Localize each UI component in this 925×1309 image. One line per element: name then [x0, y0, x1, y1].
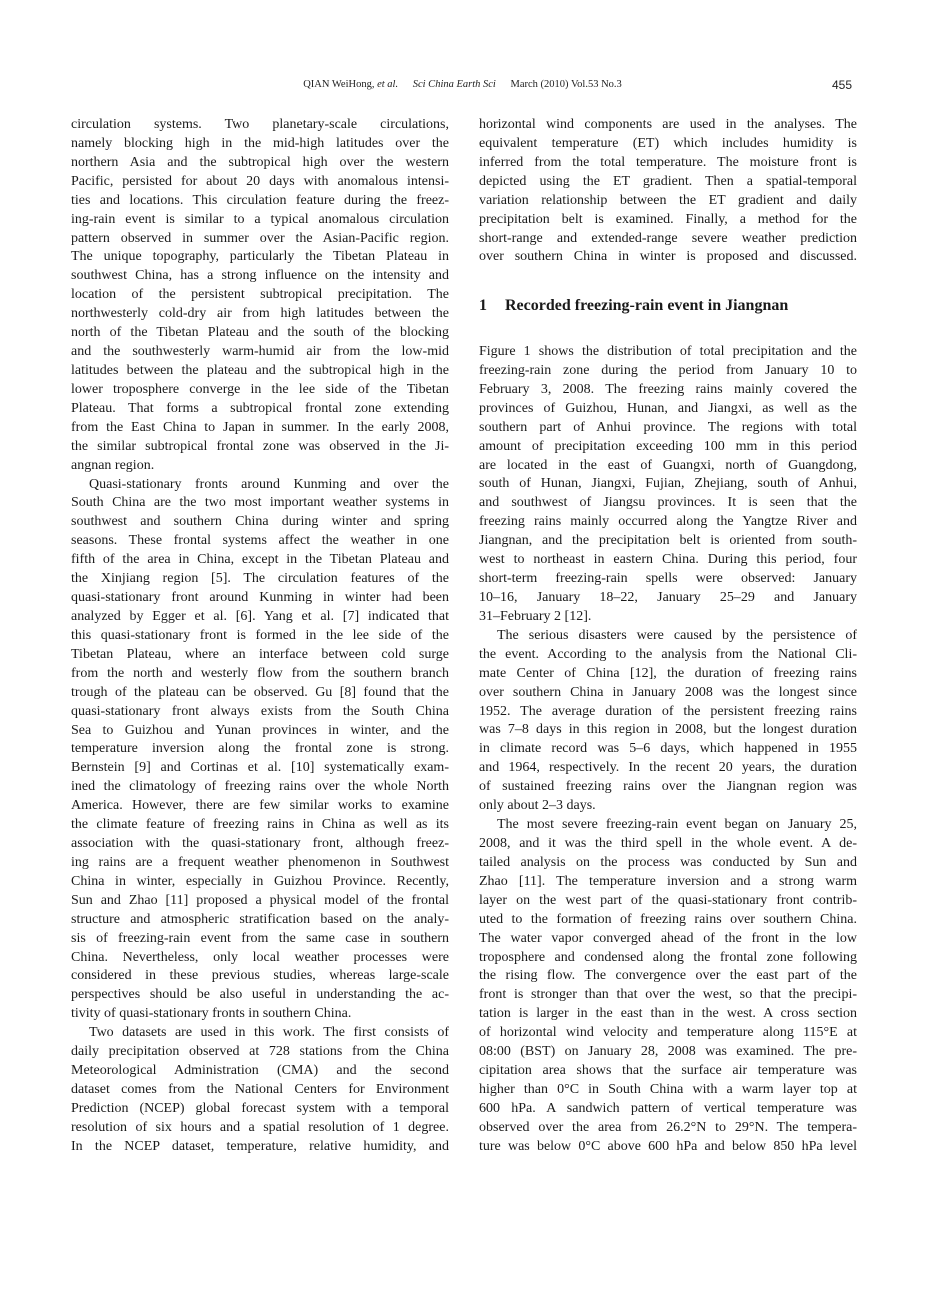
text-line: 600 hPa. A sandwich pattern of vertical temperature was — [479, 1100, 857, 1116]
text-line: and 1964, respectively. In the recent 20 years, the duration — [479, 760, 857, 776]
text-line: short-range and extended-range severe weather prediction — [479, 230, 857, 246]
text-line: from the north and westerly flow from the southern branch — [71, 665, 449, 681]
text-line: from the East China to Japan in summer. In the early 2008, — [71, 419, 449, 435]
text-line: Meteorological Administration (CMA) and the second — [71, 1063, 449, 1079]
text-line: amount of precipitation exceeding 100 mm in this period — [479, 438, 857, 454]
right-column-bottom — [479, 343, 857, 1157]
text-line: uted to the formation of freezing rains over southern China. — [479, 911, 857, 927]
text-line: The unique topography, particularly the Tibetan Plateau in — [71, 249, 449, 265]
text-line: south of Hunan, Jiangxi, Fujian, Zhejiang, south of Anhui, — [479, 476, 857, 492]
section-number: 1 — [479, 297, 487, 314]
text-line: Quasi-stationary fronts around Kunming and over the — [89, 476, 449, 492]
text-line: temperature inversion along the frontal zone is strong. — [71, 741, 449, 757]
text-line: location of the persistent subtropical precipitation. The — [71, 287, 449, 303]
text-line: The water vapor converged ahead of the front in the low — [479, 930, 857, 946]
text-line: freezing rains mainly occurred along the Yangtze River and — [479, 514, 857, 530]
text-line: are located in the east of Guangxi, north of Guangdong, — [479, 457, 857, 473]
text-line: cipitation area shows that the surface air temperature was — [479, 1063, 857, 1079]
text-line: Zhao [11]. The temperature inversion and a strong warm — [479, 873, 857, 889]
text-line: only about 2–3 days. — [479, 798, 596, 814]
text-line: precipitation belt is examined. Finally, a method for the — [479, 211, 857, 227]
text-line: the rising flow. The convergence over the east part of the — [479, 968, 857, 984]
text-line: of horizontal wind velocity and temperature along 115°E at — [479, 1025, 857, 1041]
text-line: front is stronger than that over the west, so that the precipi- — [479, 987, 857, 1003]
text-line: latitudes between the plateau and the subtropical high in the — [71, 362, 449, 378]
text-line: angnan region. — [71, 457, 155, 473]
text-line: the event. According to the analysis from the National Cli- — [479, 646, 857, 662]
text-line: association with the quasi-stationary front, although freez- — [71, 836, 449, 852]
text-line: Bernstein [9] and Cortinas et al. [10] systematically exam- — [71, 760, 449, 776]
text-line: America. However, there are few similar works to examine — [71, 798, 449, 814]
text-line: Prediction (NCEP) global forecast system with a temporal — [71, 1100, 449, 1116]
text-line: dataset comes from the National Centers for Environment — [71, 1082, 449, 1098]
text-line: mate Center of China [12], the duration of freezing rains — [479, 665, 857, 681]
text-line: 2008, and it was the third spell in the whole event. A de- — [479, 835, 857, 851]
text-line: considered in these previous studies, whereas large-scale — [71, 968, 449, 984]
text-line: Tibetan Plateau, where an interface between cold surge — [71, 646, 449, 662]
paragraph — [479, 343, 857, 627]
text-line: observed over the area from 26.2°N to 29°N. The tempera- — [479, 1119, 857, 1135]
text-line: 10–16, January 18–22, January 25–29 and January — [479, 589, 857, 605]
text-line: and the southwesterly warm-humid air from the low-mid — [71, 344, 449, 360]
text-line: Figure 1 shows the distribution of total precipitation and the — [479, 344, 857, 359]
text-line: the Xinjiang region [5]. The circulation features of the — [71, 571, 449, 587]
text-line: tivity of quasi-stationary fronts in southern China. — [71, 1006, 352, 1022]
paragraph — [479, 816, 857, 1157]
section-heading — [479, 297, 788, 315]
right-column-top — [479, 116, 857, 267]
text-line: perspectives should be also useful in understanding the ac- — [71, 987, 449, 1003]
text-line: tailed analysis on the process was conducted by Sun and — [479, 854, 857, 870]
text-line: South China are the two most important weather systems in — [71, 495, 449, 511]
issue-info: March (2010) Vol.53 No.3 — [510, 79, 622, 90]
text-line: ties and locations. This circulation feature during the freez- — [71, 192, 449, 208]
text-line: layer on the west part of the quasi-stationary front contrib- — [479, 892, 857, 908]
text-line: ture was below 0°C above 600 hPa and below 850 hPa level — [479, 1138, 857, 1154]
running-head — [0, 79, 925, 90]
authors-text: QIAN WeiHong, — [303, 79, 375, 90]
text-line: southwest China, has a strong influence on the intensity and — [71, 268, 449, 284]
text-line: southwest and southern China during winter and spring — [71, 514, 449, 530]
text-line: February 3, 2008. The freezing rains mainly covered the — [479, 381, 857, 397]
journal-name: Sci China Earth Sci — [412, 79, 496, 90]
text-line: and southwest of Jiangsu provinces. It is seen that the — [479, 495, 857, 511]
page-number: 455 — [832, 78, 853, 92]
text-line: namely blocking high in the mid-high latitudes over the — [71, 135, 449, 151]
text-line: southern part of Anhui province. The regions with total — [479, 419, 857, 435]
text-line: the similar subtropical frontal zone was observed in the Ji- — [71, 438, 449, 454]
text-line: ing-rain event is similar to a typical anomalous circulation — [71, 211, 449, 227]
text-line: pattern observed in summer over the Asian-Pacific region. — [71, 230, 449, 246]
text-line: trough of the plateau can be observed. Gu [8] found that the — [71, 684, 449, 700]
text-line: Two datasets are used in this work. The first consists of — [89, 1025, 449, 1041]
text-line: of sustained freezing rains over the Jiangnan region was — [479, 779, 857, 795]
text-line: 1952. The average duration of the persistent freezing rains — [479, 703, 857, 719]
text-line: the climate feature of freezing rains in China as well as its — [71, 817, 449, 833]
text-line: troposphere and condensed along the frontal zone following — [479, 949, 857, 965]
text-line: analyzed by Egger et al. [6]. Yang et al. [7] indicated that — [71, 608, 449, 624]
text-line: sis of freezing-rain event from the same case in southern — [71, 930, 449, 946]
text-line: fifth of the area in China, except in the Tibetan Plateau and — [71, 552, 449, 568]
text-line: horizontal wind components are used in the analyses. The — [479, 117, 857, 132]
text-line: Jiangnan, and the precipitation belt is oriented from south- — [479, 533, 857, 549]
text-line: lower troposphere converge in the lee side of the Tibetan — [71, 381, 449, 397]
section-title: Recorded freezing-rain event in Jiangnan — [505, 297, 789, 314]
text-line: resolution of six hours and a spatial resolution of 1 degree. — [71, 1119, 449, 1135]
text-line: seasons. These frontal systems affect the weather in one — [71, 533, 449, 549]
text-line: Sun and Zhao [11] proposed a physical model of the frontal — [71, 892, 449, 908]
paragraph — [71, 1024, 449, 1156]
paragraph — [71, 116, 449, 476]
text-line: Plateau. That forms a subtropical frontal zone extending — [71, 400, 449, 416]
et-al-text: et al. — [377, 79, 399, 90]
text-line: inferred from the total temperature. The moisture front is — [479, 154, 857, 170]
left-column — [71, 116, 449, 1157]
text-line: over southern China in January 2008 was the longest since — [479, 684, 857, 700]
text-line: 31–February 2 [12]. — [479, 608, 592, 624]
text-line: west to northeast in eastern China. During this period, four — [479, 552, 857, 568]
text-line: provinces of Guizhou, Hunan, and Jiangxi, as well as the — [479, 400, 857, 416]
running-head-authors — [303, 79, 398, 90]
text-line: quasi-stationary front around Kunming in winter had been — [71, 590, 449, 606]
text-line: north of the Tibetan Plateau and the south of the blocking — [71, 325, 449, 341]
text-line: Pacific, persisted for about 20 days with anomalous intensi- — [71, 173, 449, 189]
text-line: in climate record was 5–6 days, which happened in 1955 — [479, 741, 857, 757]
text-line: was 7–8 days in this region in 2008, but the longest duration — [479, 722, 857, 738]
text-line: northern Asia and the subtropical high over the western — [71, 154, 449, 170]
text-line: circulation systems. Two planetary-scale circulations, — [71, 117, 449, 132]
paragraph — [479, 116, 857, 267]
text-line: depicted using the ET gradient. Then a spatial-temporal — [479, 173, 857, 189]
text-line: tation is larger in the east than in the west. A cross section — [479, 1006, 857, 1022]
text-line: China in winter, especially in Guizhou Province. Recently, — [71, 873, 449, 889]
text-line: daily precipitation observed at 728 stations from the China — [71, 1044, 449, 1060]
text-line: short-term freezing-rain spells were observed: January — [479, 571, 857, 587]
text-line: ing rains are a frequent weather phenomenon in Southwest — [71, 854, 449, 870]
text-line: northwesterly cold-dry air from high latitudes between the — [71, 306, 449, 322]
text-line: equivalent temperature (ET) which includes humidity is — [479, 135, 857, 151]
text-line: quasi-stationary front always exists from the South China — [71, 703, 449, 719]
text-line: The most severe freezing-rain event began on January 25, — [497, 817, 857, 833]
text-line: In the NCEP dataset, temperature, relative humidity, and — [71, 1138, 449, 1154]
text-line: variation relationship between the ET gradient and daily — [479, 192, 857, 208]
text-line: China. Nevertheless, only local weather processes were — [71, 949, 449, 965]
paragraph — [71, 476, 449, 1025]
text-line: 08:00 (BST) on January 28, 2008 was examined. The pre- — [479, 1044, 857, 1060]
text-line: this quasi-stationary front is formed in the lee side of the — [71, 627, 449, 643]
text-line: Sea to Guizhou and Yunan provinces in winter, and the — [71, 722, 449, 738]
paragraph — [479, 627, 857, 816]
text-line: ined the climatology of freezing rains over the whole North — [71, 779, 449, 795]
text-line: The serious disasters were caused by the persistence of — [497, 627, 857, 643]
text-line: freezing-rain zone during the period from January 10 to — [479, 362, 857, 378]
text-line: structure and atmospheric stratification based on the analy- — [71, 911, 449, 927]
text-line: over southern China in winter is proposed and discussed. — [479, 249, 857, 265]
text-line: higher than 0°C in South China with a warm layer top at — [479, 1081, 857, 1097]
